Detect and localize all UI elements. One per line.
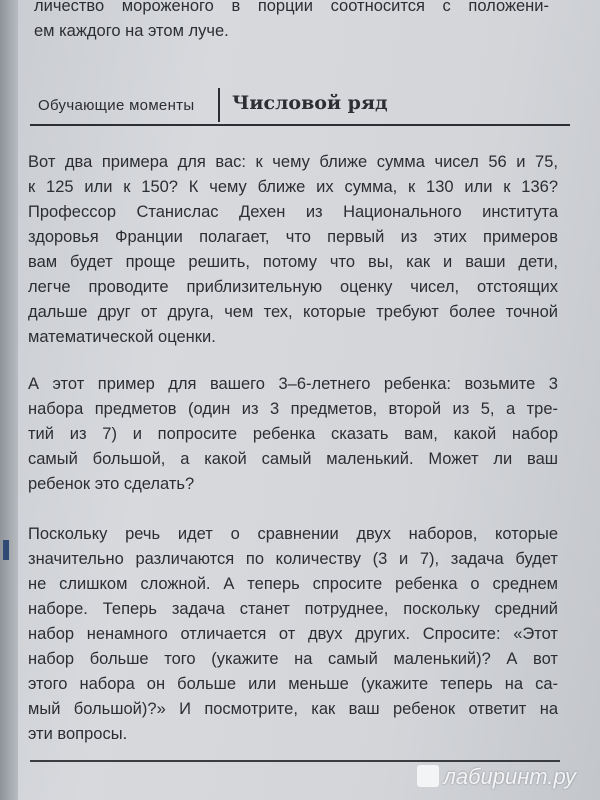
text-line: дальше друг от друга, чем тех, которые требуют более точной bbox=[28, 303, 558, 321]
text-line: тий из 7) и попросите ребенка сказать вам, какой набор bbox=[28, 425, 558, 443]
edge-color-mark bbox=[3, 540, 9, 560]
text-line: ребенок это сделать? bbox=[28, 475, 195, 493]
text-line: набора предметов (один из 3 предметов, второй из 5, а тре- bbox=[28, 400, 558, 418]
previous-paragraph-fragment bbox=[34, 0, 549, 44]
text-line: самый большой, а какой самый маленький. Может ли ваш bbox=[28, 450, 558, 468]
paragraph-1 bbox=[28, 150, 558, 350]
text-line: Поскольку речь идет о сравнении двух наборов, которые bbox=[28, 525, 558, 543]
text-line: наборе. Теперь задача станет потруднее, поскольку средний bbox=[28, 600, 558, 618]
text-line: мый большой)?» И посмотрите, как ваш ребенок ответит на bbox=[28, 700, 558, 718]
paragraph-3 bbox=[28, 522, 558, 747]
section-label: Обучающие моменты bbox=[38, 97, 195, 114]
text-line: Профессор Станислас Дехен из Национального института bbox=[28, 203, 558, 221]
section-header bbox=[30, 84, 570, 124]
header-rule bbox=[30, 124, 570, 126]
watermark-text: лабиринт.ру bbox=[443, 764, 576, 789]
paragraph-2 bbox=[28, 372, 558, 497]
section-title: Числовой ряд bbox=[232, 92, 388, 114]
text-line: набор ненамного отличается от двух других. Спросите: «Этот bbox=[28, 625, 558, 643]
header-divider bbox=[218, 88, 220, 122]
labirint-logo-icon bbox=[417, 765, 439, 787]
text-line: личество мороженого в порции соотносится с положени- bbox=[34, 0, 549, 15]
text-line: математической оценки. bbox=[28, 328, 216, 346]
text-line: ем каждого на этом луче. bbox=[34, 22, 229, 40]
text-line: значительно различаются по количеству (3 и 7), задача будет bbox=[28, 550, 558, 568]
text-line: А этот пример для вашего 3–6-летнего ребенка: возьмите 3 bbox=[28, 375, 558, 393]
text-line: здоровья Франции полагает, что первый из этих примеров bbox=[28, 228, 558, 246]
text-line: эти вопросы. bbox=[28, 725, 128, 743]
text-line: вам будет проще решить, потому что вы, как и ваши дети, bbox=[28, 253, 558, 271]
watermark bbox=[417, 764, 576, 790]
text-line: этого набора он больше или меньше (укажите теперь на са- bbox=[28, 675, 558, 693]
text-line: набор больше того (укажите на самый маленький)? А вот bbox=[28, 650, 558, 668]
page-left-edge bbox=[0, 0, 18, 800]
text-line: не слишком сложной. А теперь спросите ребенка о среднем bbox=[28, 575, 558, 593]
text-line: легче проводите приблизительную оценку чисел, отстоящих bbox=[28, 278, 558, 296]
text-line: Вот два примера для вас: к чему ближе сумма чисел 56 и 75, bbox=[28, 153, 558, 171]
text-line: к 125 или к 150? К чему ближе их сумма, к 130 или к 136? bbox=[28, 178, 558, 196]
bottom-rule bbox=[30, 760, 560, 762]
